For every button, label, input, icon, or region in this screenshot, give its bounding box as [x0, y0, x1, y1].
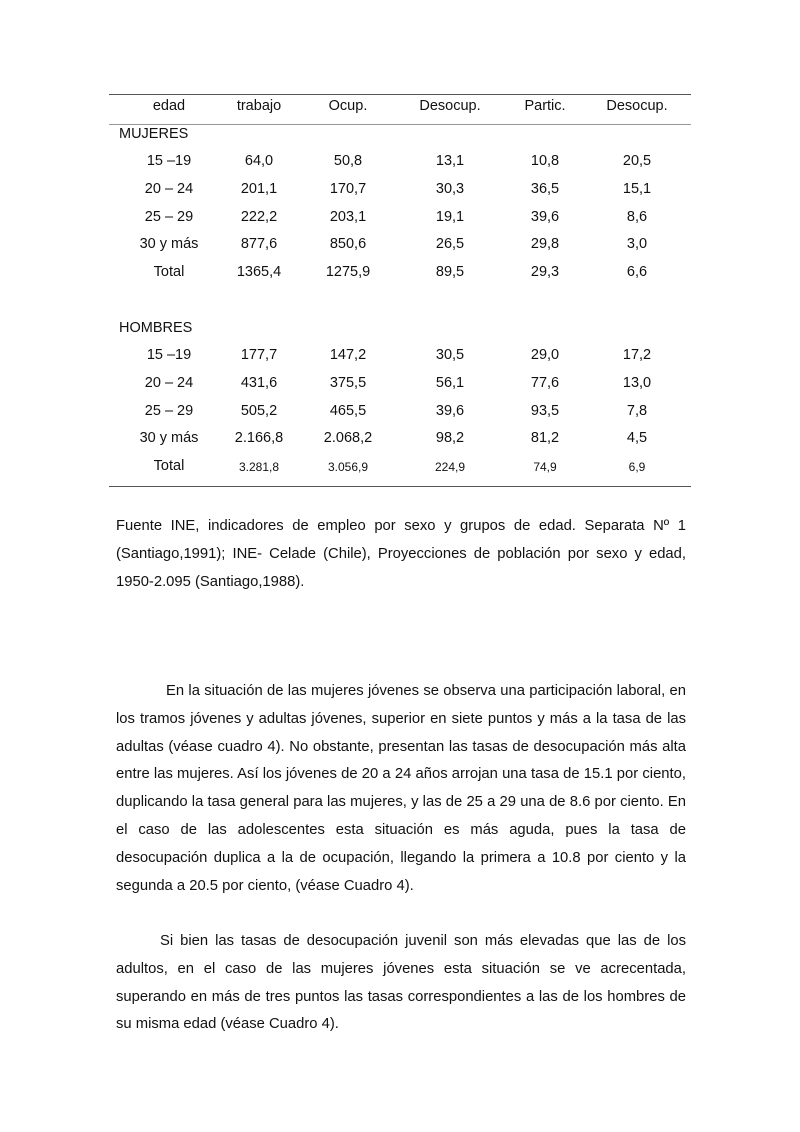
cell-desocup-rate: 7,8	[626, 403, 648, 419]
table-top-rule	[109, 94, 691, 95]
cell-desocup-rate: 13,0	[622, 375, 652, 391]
group-label-hombres: HOMBRES	[119, 320, 193, 336]
cell-trabajo: 201,1	[240, 181, 278, 197]
table-row	[109, 375, 691, 395]
cell-desocup-rate: 20,5	[622, 153, 652, 169]
cell-ocup: 375,5	[329, 375, 367, 391]
row-age: 25 – 29	[144, 403, 194, 419]
cell-trabajo: 177,7	[240, 347, 278, 363]
cell-desocup: 30,3	[435, 181, 465, 197]
header-edad: edad	[152, 98, 186, 114]
table-header-row	[109, 98, 691, 118]
cell-ocup: 2.068,2	[323, 430, 373, 446]
cell-trabajo: 1365,4	[236, 264, 282, 280]
table-row-total	[109, 458, 691, 478]
cell-trabajo: 877,6	[240, 236, 278, 252]
cell-desocup-rate: 3,0	[626, 236, 648, 252]
cell-ocup: 465,5	[329, 403, 367, 419]
row-age: 15 –19	[146, 153, 192, 169]
cell-trabajo: 3.281,8	[238, 460, 280, 474]
row-age: 25 – 29	[144, 209, 194, 225]
cell-desocup: 89,5	[435, 264, 465, 280]
cell-trabajo: 64,0	[244, 153, 274, 169]
cell-ocup: 1275,9	[325, 264, 371, 280]
cell-trabajo: 505,2	[240, 403, 278, 419]
body-paragraph: En la situación de las mujeres jóvenes se observa una participación laboral, en los tramos jóvenes y adultas jóvenes, superior en siete puntos y más a la tasa de las adultas (véase cuadro 4). No obstante, presentan las tasas de desocupación más alta entre las mujeres. Así los jóvenes de 20 a 24 años arrojan una tasa de 15.1 por ciento, duplicando la tasa general para las mujeres, y las de 25 a 29 una de 8.6 por ciento. En el caso de las adolescentes esta situación es más aguda, pues la tasa de desocupación duplica a la de ocupación, llegando la primera a 10.8 por ciento y la segunda a 20.5 por ciento, (véase Cuadro 4).	[116, 683, 686, 894]
cell-desocup-rate: 6,9	[628, 460, 646, 474]
table-row	[109, 209, 691, 229]
cell-desocup: 98,2	[435, 430, 465, 446]
table-row-total	[109, 264, 691, 284]
header-trabajo: trabajo	[236, 98, 282, 114]
cell-desocup: 19,1	[435, 209, 465, 225]
table-row	[109, 236, 691, 256]
row-age: 20 – 24	[144, 375, 194, 391]
cell-partic: 29,8	[530, 236, 560, 252]
cell-desocup: 26,5	[435, 236, 465, 252]
cell-desocup: 224,9	[434, 460, 466, 474]
cell-trabajo: 222,2	[240, 209, 278, 225]
source-note: Fuente INE, indicadores de empleo por sexo y grupos de edad. Separata Nº 1 (Santiago,1991); INE- Celade (Chile), Proyecciones de población por sexo y edad, 1950-2.095 (Santiago,1988).	[116, 518, 686, 590]
cell-desocup-rate: 4,5	[626, 430, 648, 446]
header-desocup: Desocup.	[419, 98, 481, 114]
body-paragraph: Si bien las tasas de desocupación juvenil son más elevadas que las de los adultos, en el caso de las mujeres jóvenes esta situación se ve acrecentada, superando en más de tres puntos las tasas correspondientes a las de los hombres de su misma edad (véase Cuadro 4).	[116, 933, 686, 1033]
cell-desocup: 56,1	[435, 375, 465, 391]
cell-partic: 93,5	[530, 403, 560, 419]
cell-ocup: 50,8	[333, 153, 363, 169]
cell-desocup: 39,6	[435, 403, 465, 419]
cell-desocup: 30,5	[435, 347, 465, 363]
cell-ocup: 147,2	[329, 347, 367, 363]
table-bottom-rule	[109, 486, 691, 487]
cell-partic: 36,5	[530, 181, 560, 197]
header-desocup-rate: Desocup.	[606, 98, 668, 114]
cell-partic: 77,6	[530, 375, 560, 391]
cell-partic: 81,2	[530, 430, 560, 446]
cell-partic: 74,9	[533, 460, 557, 474]
table-row	[109, 347, 691, 367]
cell-partic: 29,0	[530, 347, 560, 363]
table-row	[109, 430, 691, 450]
row-age: 30 y más	[139, 236, 199, 252]
cell-desocup-rate: 17,2	[622, 347, 652, 363]
table-row	[109, 153, 691, 173]
cell-desocup-rate: 15,1	[622, 181, 652, 197]
cell-trabajo: 431,6	[240, 375, 278, 391]
cell-partic: 39,6	[530, 209, 560, 225]
row-age: 30 y más	[139, 430, 199, 446]
table-header-rule	[109, 124, 691, 125]
row-age: Total	[153, 264, 185, 280]
cell-ocup: 170,7	[329, 181, 367, 197]
cell-ocup: 3.056,9	[327, 460, 369, 474]
cell-desocup: 13,1	[435, 153, 465, 169]
cell-ocup: 203,1	[329, 209, 367, 225]
header-ocup: Ocup.	[328, 98, 368, 114]
cell-partic: 10,8	[530, 153, 560, 169]
row-age: Total	[153, 458, 185, 474]
cell-ocup: 850,6	[329, 236, 367, 252]
group-label-mujeres: MUJERES	[119, 126, 189, 142]
header-partic: Partic.	[524, 98, 566, 114]
table-row	[109, 403, 691, 423]
table-row	[109, 181, 691, 201]
cell-desocup-rate: 8,6	[626, 209, 648, 225]
cell-partic: 29,3	[530, 264, 560, 280]
row-age: 20 – 24	[144, 181, 194, 197]
row-age: 15 –19	[146, 347, 192, 363]
cell-desocup-rate: 6,6	[626, 264, 648, 280]
cell-trabajo: 2.166,8	[234, 430, 284, 446]
